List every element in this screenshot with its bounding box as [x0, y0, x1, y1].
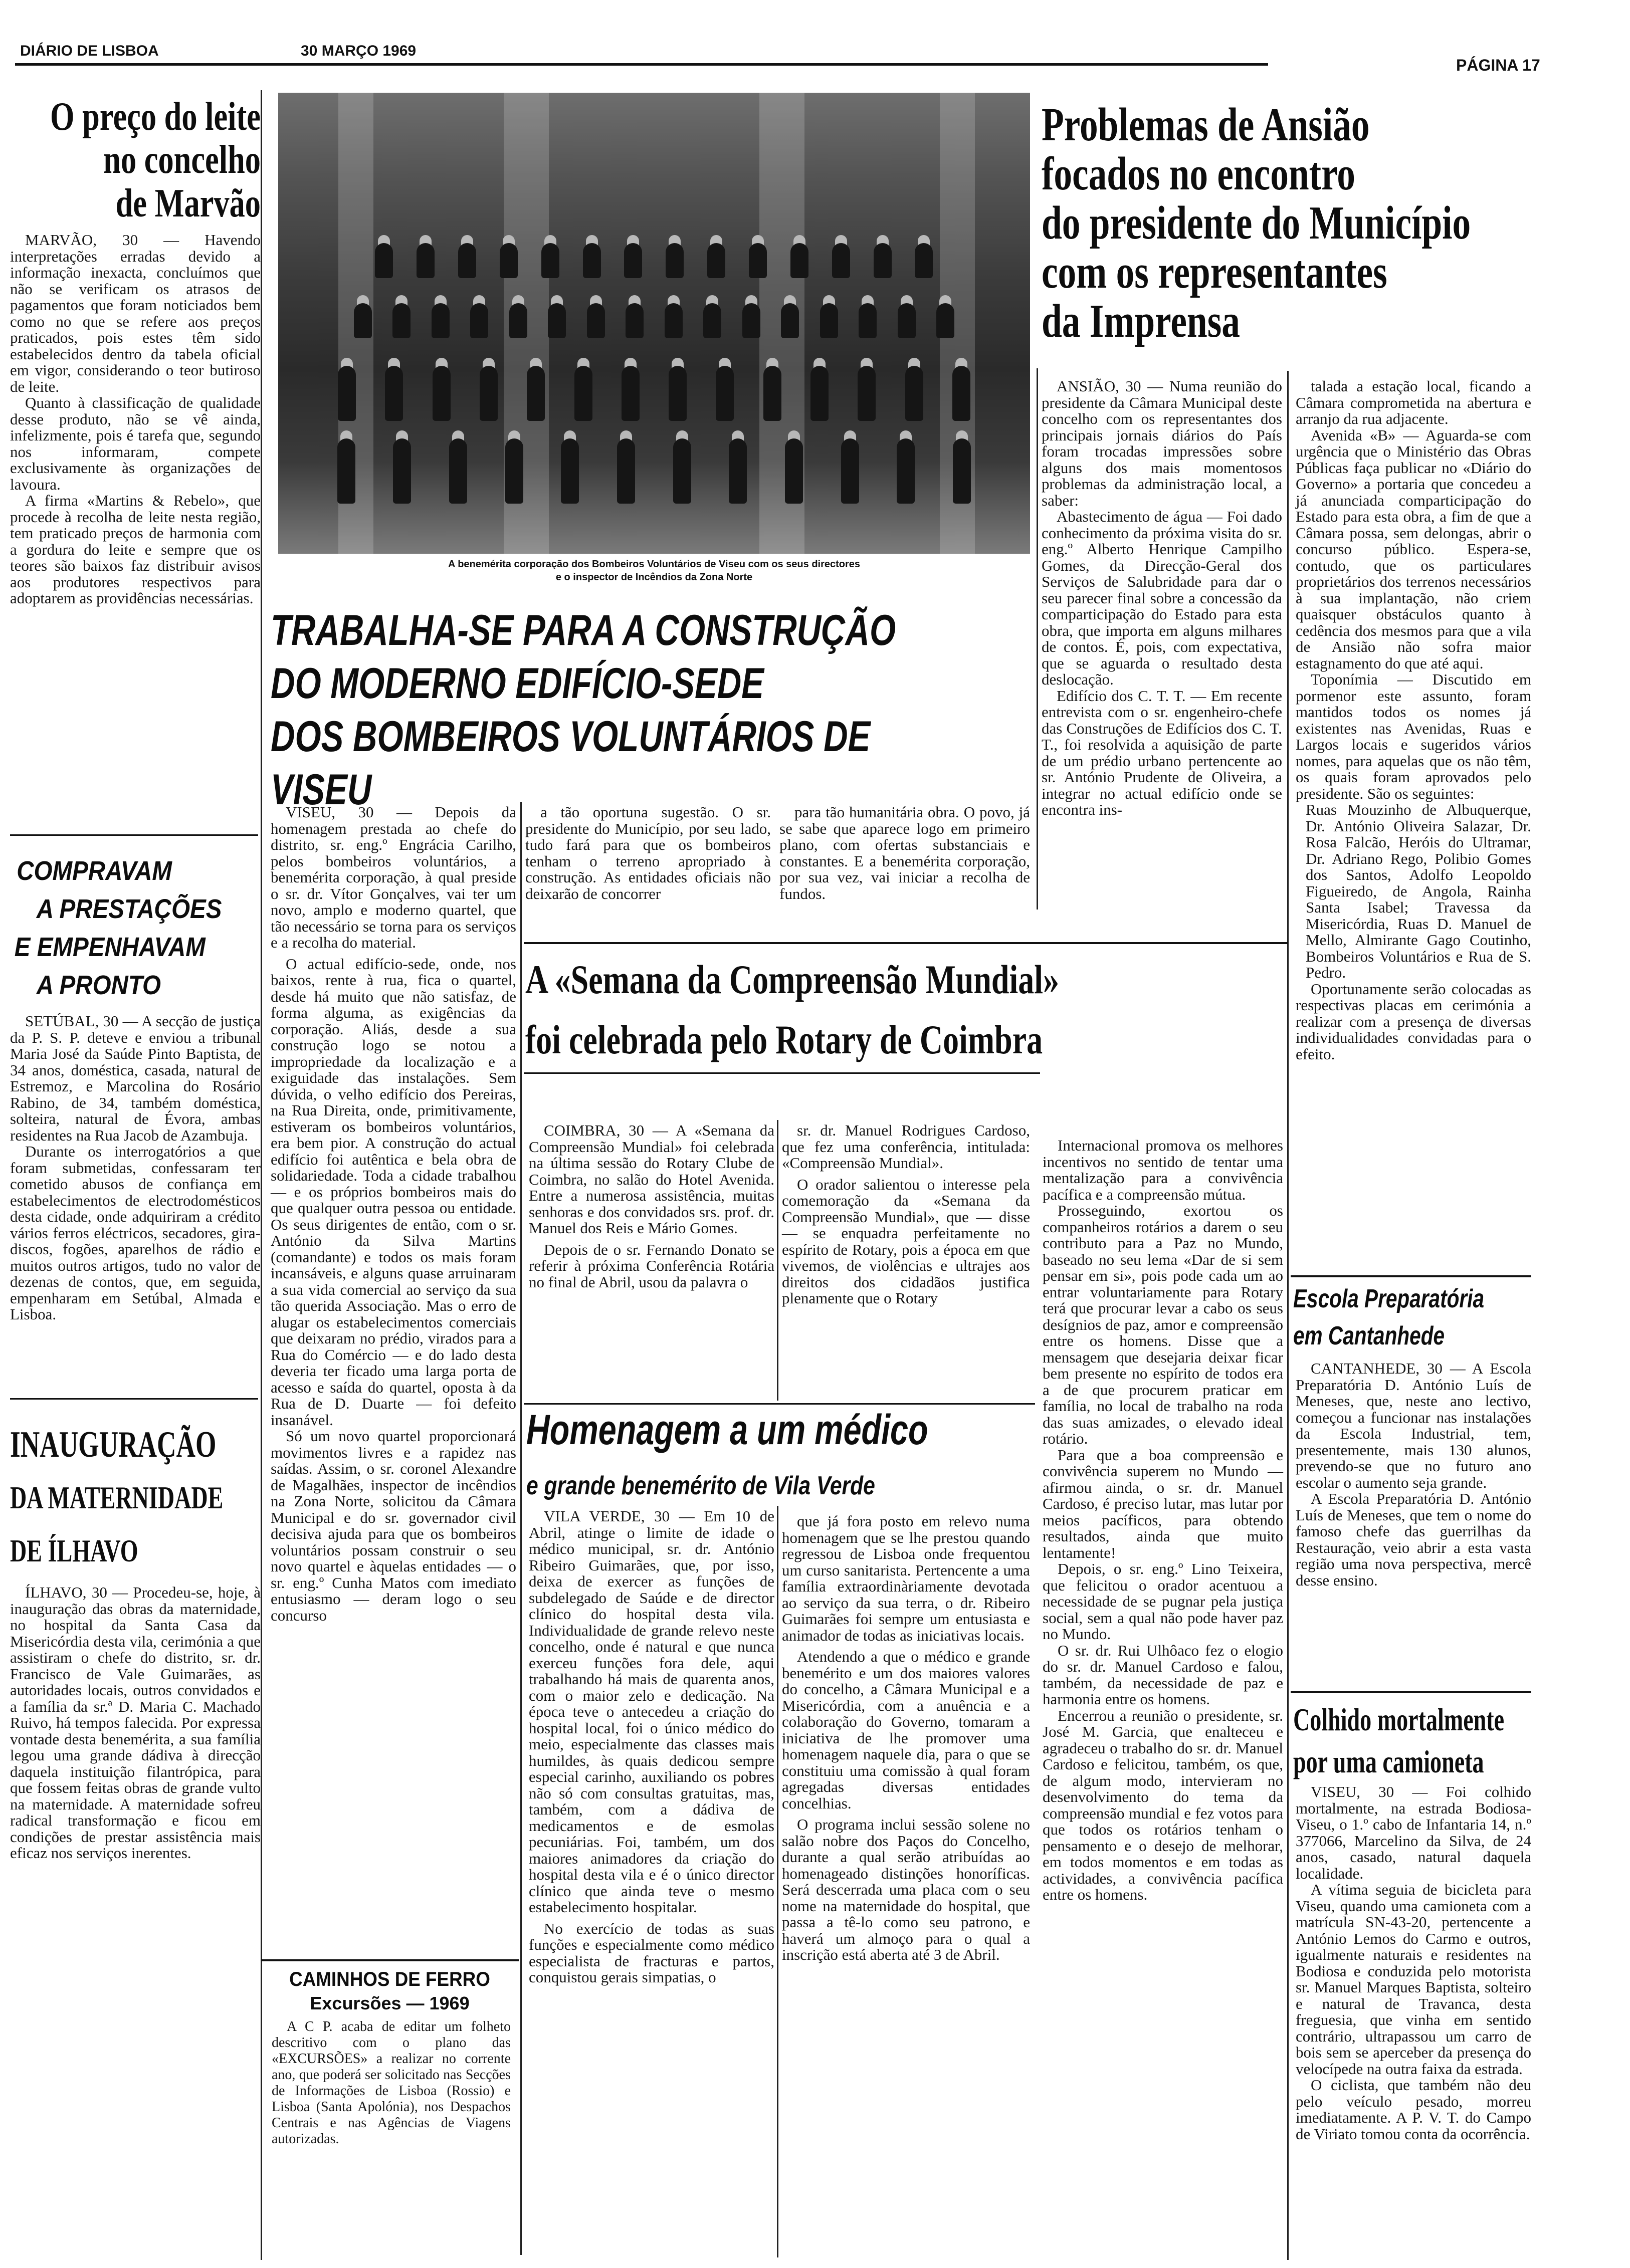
ansiao-headline	[1042, 100, 1589, 346]
column-rule	[1287, 371, 1289, 2260]
bombeiros-paragraph: a tão oportuna sugestão. O sr. presidente do Município, por seu lado, tudo fará para que os bombeiros tenham o terreno apropriado à construção. As entidades oficiais não deixarão de concorrer	[525, 803, 771, 902]
ansiao-street-list: Ruas Mouzinho de Albuquerque, Dr. António Oliveira Salazar, Dr. Rosa Falcão, Heróis do Ultramar, Dr. Adriano Rego, Polibio Gomes dos Santos, Adolfo Leopoldo Figueiredo, de Angola, Rainha Santa Isabel; Travessa da Misericórdia, Ruas D. Manuel de Mello, Almirante Gago Coutinho, Bombeiros Voluntários e Rua de S. Pedro.	[1306, 801, 1531, 981]
compravam-title-line: A PRONTO	[36, 970, 161, 1000]
colhido-body	[1296, 1784, 1531, 2142]
colhido-paragraph: O ciclista, que também não deu pelo veículo pesado, morreu imediatamente. A P. V. T. do Campo de Viriato tomou conta da ocorrência.	[1296, 2076, 1531, 2143]
section-rule	[1291, 1275, 1531, 1277]
bombeiros-col2	[525, 804, 771, 902]
semana-col2	[782, 1122, 1030, 1307]
maternidade-paragraph: ÍLHAVO, 30 — Procedeu-se, hoje, à inauguração das obras da maternidade, no hospital da Santa Casa da Misericórdia desta vila, cerimónia a que assistiram o chefe do distrito, sr. dr. Francisco de Vale Guimarães, as autoridades locais, outros convidados e a família da sr.ª D. Maria C. Machado Ruivo, há tempos falecida. Por expressa vontade desta benemérita, a sua família legou uma grande dádiva à direcção daquela instituição filantrópica, para que fossem feitas obras de grande vulto na maternidade. A maternidade sofreu radical transformação e ficou em condições de prestar assistência mais eficaz nos serviços inerentes.	[10, 1583, 261, 1862]
escola-headline	[1293, 1280, 1528, 1354]
maternidade-title-line: DE ÍLHAVO	[10, 1533, 138, 1568]
leite-title-line: no concelho	[103, 138, 261, 182]
bombeiros-headline	[271, 604, 935, 816]
semana-paragraph: O sr. dr. Rui Ulhôaco fez o elogio do sr. dr. Manuel Cardoso e falou, também, da necessidade de paz e harmonia entre os homens.	[1043, 1641, 1283, 1708]
escola-paragraph: A Escola Preparatória D. António Luís de Meneses, que tem o nome do famoso chefe das guerrilhas da Restauração, veio abrir a esta vasta região uma nova perspectiva, mercê desse ensino.	[1296, 1490, 1531, 1589]
compravam-title-line: A PRESTAÇÕES	[36, 894, 222, 924]
semana-paragraph: Internacional promova os melhores incentivos no sentido de tentar uma mentalização para a convivência pacífica e a compreensão mútua.	[1043, 1137, 1283, 1203]
colhido-paragraph: VISEU, 30 — Foi colhido mortalmente, na estrada Bodiosa-Viseu, o 1.º cabo de Infantaria 14, n.º 377066, Marcelino da Silva, de 24 anos, casado, natural daquela localidade.	[1296, 1783, 1531, 1882]
section-rule	[10, 834, 258, 836]
medico-col1	[529, 1508, 774, 1986]
section-rule	[1291, 1691, 1531, 1693]
compravam-body	[10, 1013, 261, 1323]
ansiao-title-line: do presidente do Município	[1042, 197, 1471, 249]
leite-paragraph: A firma «Martins & Rebelo», que procede à recolha de leite nesta região, tem praticado preços de harmonia com a gordura do leite e sempre que os teores são baixos faz distribuir avisos aos produtores respectivos para adoptarem as providências necessárias.	[10, 492, 261, 607]
ansiao-title-line: Problemas de Ansião	[1042, 99, 1370, 151]
bombeiros-col3	[779, 804, 1030, 902]
compravam-title-line: E EMPENHAVAM	[14, 932, 206, 962]
column-rule	[777, 1506, 778, 2257]
section-rule	[524, 942, 1288, 944]
caminhos-title: CAMINHOS DE FERRO	[289, 1968, 490, 1990]
bombeiros-col1	[271, 804, 516, 1624]
bombeiros-photo	[278, 93, 1030, 554]
section-rule	[10, 1398, 258, 1400]
ansiao-paragraph: ANSIÃO, 30 — Numa reunião do presidente da Câmara Municipal deste concelho com os representantes dos principais jornais diários do País foram trocadas impressões sobre alguns dos mais momentosos problemas da administração local, a saber:	[1042, 377, 1282, 509]
leite-headline	[18, 95, 261, 225]
medico-paragraph: O programa inclui sessão solene no salão nobre dos Paços do Concelho, durante a qual serão atribuídas ao homenageado distinções honoríficas. Será descerrada uma placa com o seu nome na maternidade do hospital, que passa a tê-lo como seu patrono, e haverá um almoço para o qual a inscrição está aberta até 3 de Abril.	[782, 1816, 1030, 1963]
semana-col3	[1043, 1138, 1283, 1903]
masthead-rule	[15, 63, 1268, 66]
semana-paragraph: sr. dr. Manuel Rodrigues Cardoso, que fez uma conferência, intitulada: «Compreensão Mundial».	[782, 1121, 1030, 1172]
ansiao-paragraph: Abastecimento de água — Foi dado conhecimento da próxima visita do sr. eng.º Alberto Henrique Campilho Gomes, da Direcção-Geral dos Serviços de Salubridade para dar o seu parecer final sobre a concessão da comparticipação do Estado para esta obra, que importa em alguns milhares de contos. É, pois, com expectativa, que se aguarda o resultado desta deslocação.	[1042, 508, 1282, 688]
masthead-page: PÁGINA 17	[1456, 56, 1540, 74]
bombeiros-title-line: DO MODERNO EDIFÍCIO-SEDE	[271, 659, 764, 708]
ansiao-paragraph: Edifício dos C. T. T. — Em recente entrevista com o sr. engenheiro-chefe das Construções de Edifícios dos C. T. T., foi resolvida a aquisição de parte de um prédio urbano pertencente ao sr. António Prudente de Oliveira, a integrar no actual edifício onde se encontra ins-	[1042, 687, 1282, 818]
photo-caption-line: A benemérita corporação dos Bombeiros Voluntários de Viseu com os seus directores	[448, 559, 861, 570]
maternidade-article	[10, 1418, 261, 1862]
bombeiros-title-line: DOS BOMBEIROS VOLUNTÁRIOS DE VISEU	[271, 713, 871, 814]
caminhos-box	[261, 1959, 519, 2262]
bombeiros-paragraph: O actual edifício-sede, onde, nos baixos, rente à rua, fica o quartel, desde há muito que não satisfaz, de forma alguma, as exigências da corporação. Aliás, desde a sua construção logo se notou a impropriedade da localização e a exiguidade das instalações. Sem dúvida, o velho edifício dos Pereiras, na Rua Direita, onde, primitivamente, estiveram os bombeiros voluntários, era bem pior. A construção do actual edifício foi autêntica e bela obra de solidariedade. Toda a cidade trabalhou — e os próprios bombeiros mais do que qualquer outra pessoa ou entidade. Os seus dirigentes de então, com o sr. António da Silva Martins (comandante) e todos os mais foram incansáveis, e alguns quase arruinaram a sua vida comercial ao serviço da sua tão querida Associação. Mas o erro de alugar os estabelecimentos comerciais que deixaram no prédio, virados para a Rua do Comércio — e do lado desta deveria ter ficado uma larga porta de acesso e saída do quartel, oposta à da Rua de D. Duarte — foi defeito insanável.	[271, 955, 516, 1429]
ansiao-title-line: da Imprensa	[1042, 295, 1240, 347]
ansiao-paragraph: talada a estação local, ficando a Câmara comprometida na abertura e arranjo da rua adjacente.	[1296, 377, 1531, 427]
semana-paragraph: Depois de o sr. Fernando Donato se referir à próxima Conferência Rotária no final de Abril, usou da palavra o	[529, 1240, 774, 1291]
compravam-paragraph: Durante os interrogatórios a que foram submetidas, confessaram ter cometido abusos de confiança em estabelecimentos de electrodomésticos desta cidade, onde adquiriram a crédito vários ferros eléctricos, secadores, gira-discos, fogões, aparelhos de rádio e muitos outros artigos, tudo no valor de dezenas de contos, que, em seguida, empenharam em Setúbal, Almada e Lisboa.	[10, 1143, 261, 1323]
column-rule	[777, 1120, 778, 1401]
masthead-date: 30 MARÇO 1969	[301, 43, 417, 59]
semana-headline	[525, 950, 1268, 1070]
leite-body	[10, 232, 261, 607]
medico-paragraph: VILA VERDE, 30 — Em 10 de Abril, atinge o limite de idade o médico municipal, sr. dr. António Ribeiro Guimarães, que, por isso, deixa de exercer as funções de subdelegado de Saúde e de director clínico do hospital desta vila. Individualidade de grande relevo neste concelho, onde é natural e que nunca exerceu funções fora dele, aqui trabalhando há mais de quarenta anos, com o maior zelo e dedicação. Na época teve o antecedeu a criação do hospital local, foi o único médico do meio, especialmente das classes mais humildes, às quais dedicou sempre especial carinho, auxiliando os pobres não só com consultas gratuitas, mas, também, com a dádiva de medicamentos e de esmolas pecuniárias. Foi, também, um dos maiores animadores da criação do hospital desta vila e é o único director clínico que ainda teve o mesmo estabelecimento hospitalar.	[529, 1507, 774, 1916]
colhido-paragraph: A vítima seguia de bicicleta para Viseu, quando uma camioneta com a matrícula SN-43-20, pertencente a António Lemos do Carmo e outros, igualmente naturais e residentes na Bodiosa e conduzida pelo motorista sr. Manuel Marques Baptista, solteiro e natural de Travanca, desta freguesia, que vinha em sentido contrário, ultrapassou um carro de bois sem se aperceber da presença do velocípede na outra faixa da estrada.	[1296, 1881, 1531, 2078]
column-rule	[1037, 368, 1038, 910]
medico-subtitle: e grande benemérito de Vila Verde	[526, 1471, 875, 1500]
semana-paragraph: Para que a boa compreensão e convivência superem no Mundo — afirmou ainda, o sr. dr. Manuel Cardoso, é preciso lutar, mas lutar por meios pacíficos, para obtendo resultados, ainda que muito lentamente!	[1043, 1446, 1283, 1561]
ansiao-col1	[1042, 378, 1282, 818]
escola-title-line: em Cantanhede	[1293, 1321, 1445, 1350]
ansiao-title-line: focados no encontro	[1042, 148, 1355, 200]
compravam-headline	[10, 852, 262, 1004]
medico-col2	[782, 1513, 1030, 1963]
semana-paragraph: Prosseguindo, exortou os companheiros rotários a darem o seu contributo para a Paz no Mundo, baseado no seu lema «Dar de si sem pensar em si», pois pode cada um ao entrar voluntariamente para Rotary terá que procurar levar a cabo os seus desígnios de paz, amor e compreensão entre os homens. Disse que a mensagem que desejaria deixar ficar bem presente no espírito de todos era a de que procurem praticar em família, no local de trabalho na roda das suas amizades, o elevado ideal rotário.	[1043, 1202, 1283, 1447]
semana-title-line: A «Semana da Compreensão Mundial»	[525, 957, 1059, 1002]
caminhos-subtitle: Excursões — 1969	[310, 1993, 470, 2013]
photo-caption	[278, 558, 1030, 584]
bombeiros-paragraph: Só um novo quartel proporcionará movimentos livres e a rapidez nas saídas. Assim, o sr. coronel Alexandre de Magalhães, inspector de incêndios na Zona Norte, solicitou da Câmara Municipal e do sr. governador civil decisiva ajuda para que os bombeiros voluntários possam construir o seu novo quartel e àquelas entidades — o sr. eng.º Cunha Matos com imediato entusiasmo — deram logo o seu concurso	[271, 1427, 516, 1624]
masthead-paper: DIÁRIO DE LISBOA	[20, 43, 159, 59]
column-rule	[261, 90, 262, 2260]
medico-paragraph: que já fora posto em relevo numa homenagem que se lhe prestou quando regressou de Lisboa onde frequentou um curso sanitarista. Pertencente a uma família extraordinàriamente devotada ao serviço da sua terra, o dr. Ribeiro Guimarães foi sempre um entusiasta e animador de todas as iniciativas locais.	[782, 1512, 1030, 1644]
maternidade-title-line: DA MATERNIDADE	[10, 1480, 224, 1515]
section-rule	[524, 1403, 1035, 1405]
leite-paragraph: MARVÃO, 30 — Havendo interpretações erradas devido a informação inexacta, concluímos que não se verificam os atrasos de pagamentos que foram noticiados bem como no que se refere aos preços praticados, pois estes têm sido estabelecidos dentro da tabela oficial em vigor, considerando o teor butiroso de leite.	[10, 231, 261, 395]
medico-paragraph: No exercício de todas as suas funções e especialmente como médico especialista de fracturas e partos, conquistou gerais simpatias, o	[529, 1919, 774, 1986]
compravam-title-line: COMPRAVAM	[17, 856, 172, 886]
compravam-article	[10, 852, 261, 1323]
colhido-title-line: por uma camioneta	[1293, 1744, 1484, 1779]
semana-paragraph: COIMBRA, 30 — A «Semana da Compreensão Mundial» foi celebrada na última sessão do Rotary Clube de Coimbra, no salão do Hotel Avenida. Entre a numerosa assistência, muitas senhoras e dos convidados srs. prof. dr. Manuel dos Reis e Mário Gomes.	[529, 1121, 774, 1237]
leite-title-line: O preço do leite	[50, 95, 261, 139]
ansiao-col2	[1296, 378, 1531, 1062]
column-rule	[520, 802, 522, 2255]
ansiao-paragraph: Toponímia — Discutido em pormenor este assunto, foram mantidos todos os nomes já existentes nas Avenidas, Ruas e Largos locais e sugeridos vários nomes, para aquelas que os não têm, os quais foram aprovados pelo presidente. São os seguintes:	[1296, 670, 1531, 802]
leite-article	[10, 95, 261, 607]
colhido-title-line: Colhido mortalmente	[1293, 1702, 1505, 1737]
section-rule	[524, 1072, 1040, 1074]
leite-title-line: de Marvão	[115, 181, 261, 225]
semana-col1	[529, 1122, 774, 1290]
compravam-paragraph: SETÚBAL, 30 — A secção de justiça da P. S. P. deteve e enviou a tribunal Maria José da Saúde Pinto Baptista, de 34 anos, doméstica, casada, natural de Estremoz, e Marcolina do Rosário Rabino, de 34, também doméstica, solteira, natural de Évora, ambas residentes na Rua Jacob de Azambuja.	[10, 1012, 261, 1144]
bombeiros-paragraph: para tão humanitária obra. O povo, já se sabe que aparece logo em primeiro plano, com ofertas substanciais e constantes. E a benemérita corporação, por sua vez, vai iniciar a recolha de fundos.	[779, 803, 1030, 902]
maternidade-body	[10, 1584, 261, 1862]
semana-paragraph: Depois, o sr. eng.º Lino Teixeira, que felicitou o orador acentuou a necessidade de se pugnar pela justiça social, sem a qual não pode haver paz no Mundo.	[1043, 1560, 1283, 1643]
caminhos-body	[272, 2019, 511, 2147]
maternidade-title-line: INAUGURAÇÃO	[10, 1424, 217, 1465]
escola-paragraph: CANTANHEDE, 30 — A Escola Preparatória D. António Luís de Meneses, que, neste ano lectivo, começou a funcionar nas instalações da Escola Industrial, tem, presentemente, mais 130 alunos, prevendo-se que no futuro ano escolar o aumento seja grande.	[1296, 1359, 1531, 1491]
bombeiros-paragraph: VISEU, 30 — Depois da homenagem prestada ao chefe do distrito, sr. eng.º Engrácia Carilho, pelos bombeiros voluntários, a benemérita corporação, à qual preside o sr. dr. Vítor Gonçalves, vai ter um novo, amplo e moderno quartel, que tão necessário se torna para os serviços e a recolha do material.	[271, 803, 516, 951]
ansiao-title-line: com os representantes	[1042, 246, 1387, 298]
medico-title: Homenagem a um médico	[526, 1406, 928, 1453]
semana-title-line: foi celebrada pelo Rotary de Coimbra	[525, 1017, 1043, 1062]
colhido-headline	[1293, 1699, 1546, 1783]
semana-paragraph: Encerrou a reunião o presidente, sr. José M. Garcia, que enalteceu e agradeceu o trabalho do sr. dr. Manuel Cardoso e felicitou, também, os que, de algum modo, intervieram no desenvolvimento do tema da compreensão mundial e fez votos para que todos os rotários tenham o pensamento e o desejo de melhorar, em todos momentos e em todas as actividades, a convivência pacífica entre os homens.	[1043, 1706, 1283, 1903]
ansiao-paragraph: Avenida «B» — Aguarda-se com urgência que o Ministério das Obras Públicas faça publicar no «Diário do Governo» a portaria que concedeu a já anunciada comparticipação do Estado para esta obra, a fim de que a Câmara possa, sem delongas, abrir o concurso público. Espera-se, contudo, que os particulares proprietários dos terrenos necessários à sua implantação, não criem quaisquer obstáculos quanto à cedência dos mesmos para que a vila de Ansião não sofra maior estagnamento do que até aqui.	[1296, 426, 1531, 672]
bombeiros-title-line: TRABALHA-SE PARA A CONSTRUÇÃO	[271, 606, 896, 654]
maternidade-headline	[10, 1418, 263, 1577]
escola-body	[1296, 1360, 1531, 1589]
medico-paragraph: Atendendo a que o médico e grande benemérito e um dos maiores valores do concelho, a Câmara Municipal e a Misericórdia, com a anuência e a colaboração do Governo, tomaram a iniciativa de lhe promover uma homenagem naquele dia, para o que se constituiu uma comissão à qual foram agregadas diversas entidades concelhias.	[782, 1648, 1030, 1812]
escola-title-line: Escola Preparatória	[1293, 1284, 1485, 1313]
leite-paragraph: Quanto à classificação de qualidade desse produto, não se vê ainda, infelizmente, pois é tarefa que, segundo nos informaram, compete exclusivamente às organizações de lavoura.	[10, 394, 261, 493]
semana-paragraph: O orador salientou o interesse pela comemoração da «Semana da Compreensão Mundial», que — disse — se enquadra perfeitamente no espírito de Rotary, pois a época em que vivemos, de violências e ultrajes aos direitos dos cidadãos justifica plenamente que o Rotary	[782, 1175, 1030, 1307]
caminhos-paragraph: A C P. acaba de editar um folheto descritivo com o plano das «EXCURSÕES» a realizar no corrente ano, que poderá ser solicitado nas Secções de Informações de Lisboa (Rossio) e Lisboa (Santa Apolónia), nos Despachos Centrais e nas Agências de Viagens autorizadas.	[272, 2019, 511, 2147]
ansiao-paragraph: Oportunamente serão colocadas as respectivas placas em cerimónia a realizar com a presença de diversas individualidades convidadas para o efeito.	[1296, 980, 1531, 1063]
photo-caption-line: e o inspector de Incêndios da Zona Norte	[555, 572, 753, 583]
